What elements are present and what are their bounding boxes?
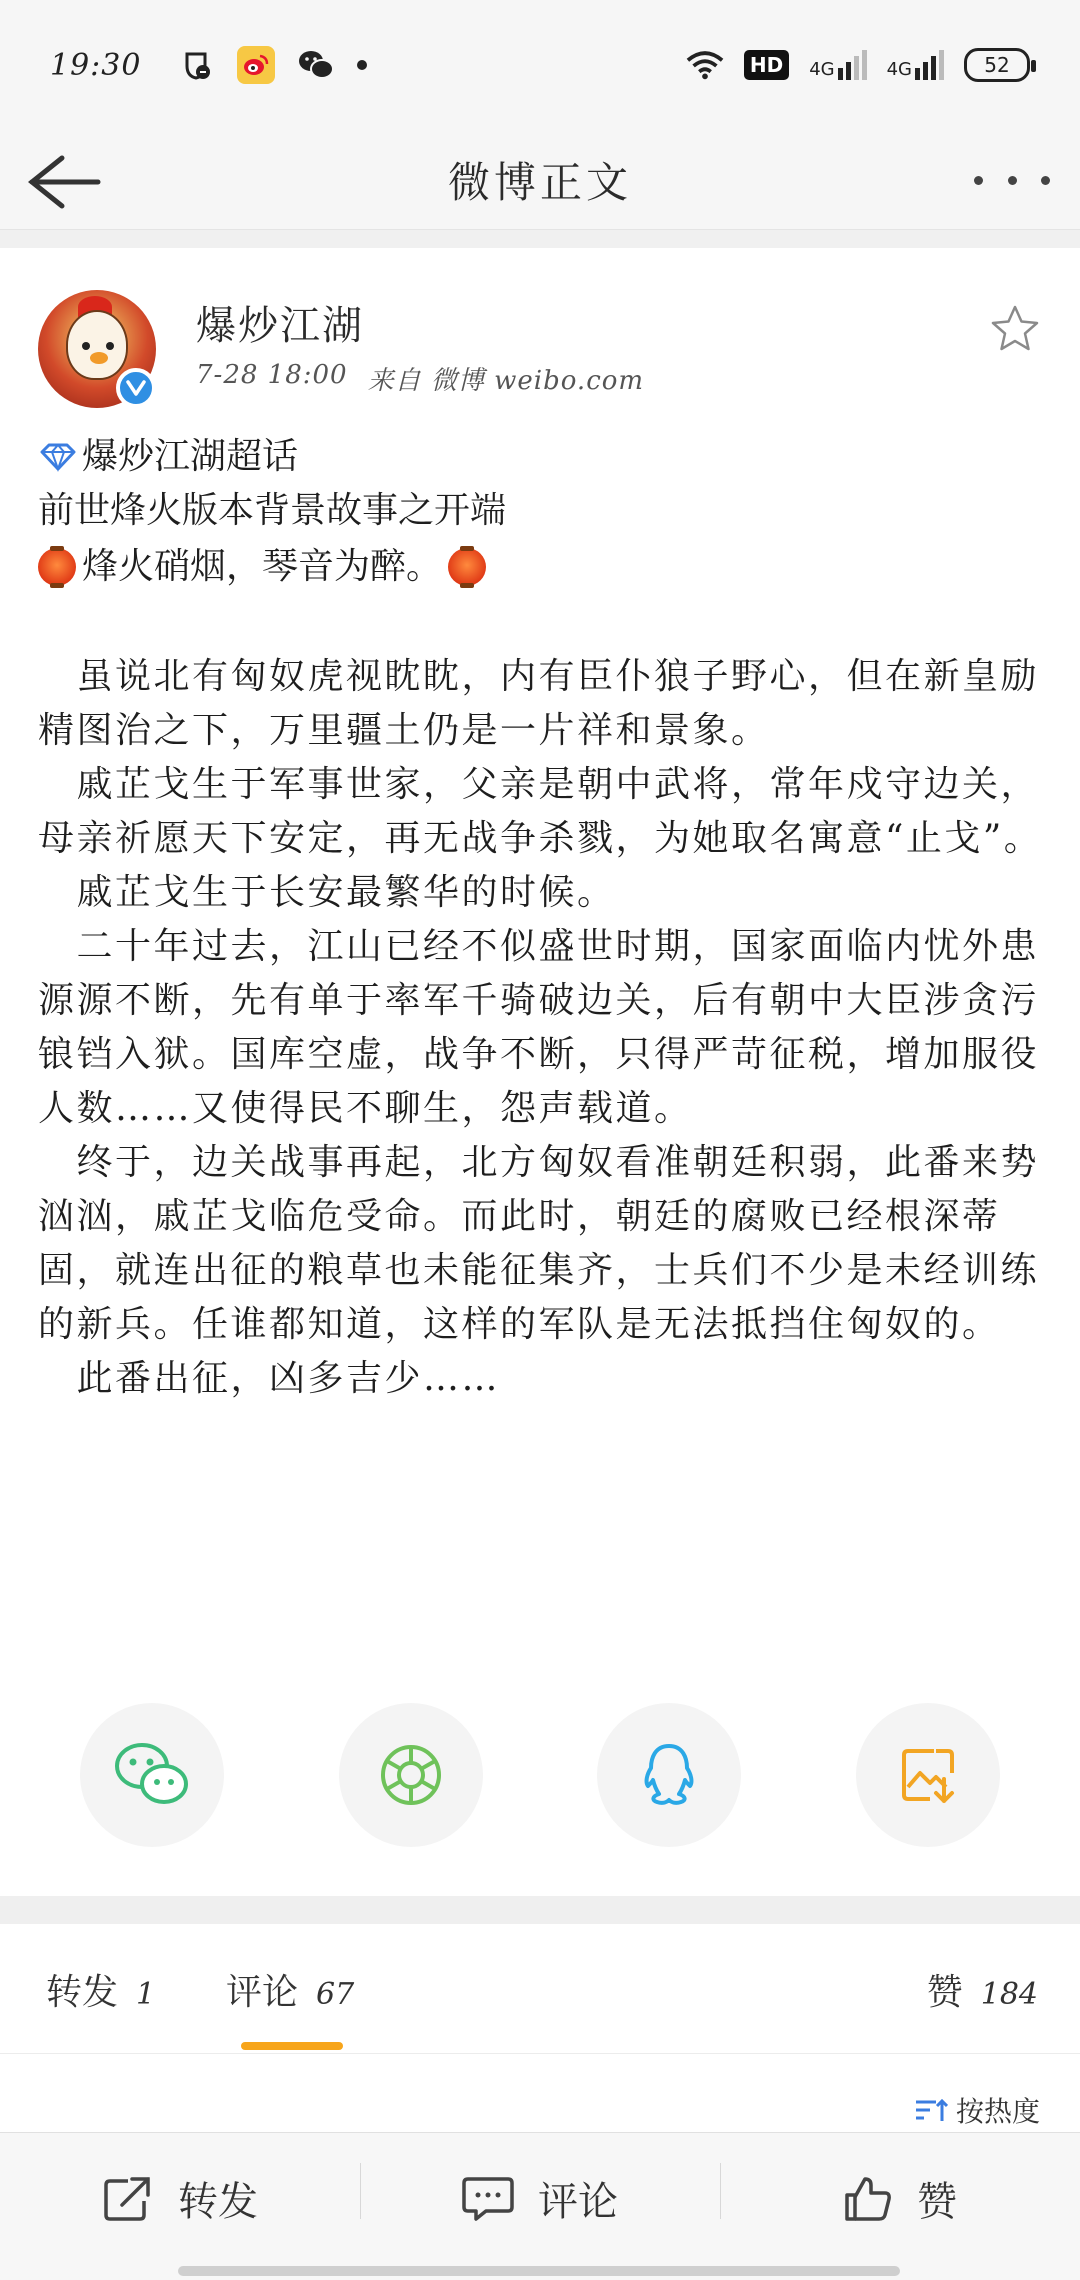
tab-like-label: 赞	[926, 1972, 963, 2013]
lantern-icon	[448, 548, 486, 586]
story-paragraph: 戚芷戈生于军事世家，父亲是朝中武将，常年戍守边关，母亲祈愿天下安定，再无战争杀戮，为她取名寓意“止戈”。	[38, 764, 1043, 859]
topic-label: 爆炒江湖超话	[82, 436, 299, 477]
share-qq-button[interactable]	[597, 1703, 741, 1847]
post-headline: 前世烽火版本背景故事之开端	[38, 490, 507, 531]
weibo-notification-icon	[237, 46, 275, 84]
home-indicator[interactable]	[178, 2266, 900, 2276]
share-wechat-button[interactable]	[80, 1703, 224, 1847]
sort-label: 按热度	[955, 2095, 1040, 2128]
post-body	[38, 430, 1048, 1406]
save-image-button[interactable]	[856, 1703, 1000, 1847]
battery-indicator: 52	[964, 48, 1030, 82]
signal-1-label: 4G	[809, 59, 835, 80]
like-button[interactable]	[720, 2133, 1080, 2280]
signal-2-label: 4G	[886, 59, 912, 80]
sort-icon	[914, 2097, 948, 2123]
repost-label: 转发	[178, 2179, 258, 2225]
thumbs-up-icon	[843, 2175, 893, 2223]
tab-comment-label: 评论	[226, 1972, 299, 2013]
section-divider	[0, 230, 1080, 248]
active-tab-indicator	[241, 2042, 343, 2050]
more-dot-icon	[974, 176, 983, 185]
post-meta	[196, 360, 644, 397]
top-nav	[0, 130, 1080, 230]
back-arrow-icon	[24, 152, 104, 212]
hd-voice-badge: HD	[744, 50, 789, 80]
star-icon	[988, 302, 1042, 356]
like-count: 184	[980, 1977, 1038, 2012]
story-text	[38, 650, 1048, 1406]
back-button[interactable]	[24, 152, 104, 212]
repost-icon	[102, 2175, 154, 2223]
comment-button[interactable]	[360, 2133, 720, 2280]
post-header	[38, 290, 1042, 410]
share-moments-button[interactable]	[339, 1703, 483, 1847]
story-paragraph: 二十年过去，江山已经不似盛世时期，国家面临内忧外患源源不断，先有单于率军千骑破边关，后有朝中大臣涉贪污锒铛入狱。国库空虚，战争不断，只得严苛征税，增加服役人数……又使得民不聊生，怨声载道。	[38, 926, 1040, 1129]
comment-icon	[462, 2175, 514, 2223]
interaction-tabs	[0, 1924, 1080, 2054]
lantern-icon	[38, 548, 76, 586]
status-bar	[0, 0, 1080, 130]
status-time: 19:30	[50, 47, 142, 83]
topic-link[interactable]	[38, 430, 1048, 484]
post-subtitle: 烽火硝烟，琴音为醉。	[82, 546, 443, 587]
more-dot-icon	[1008, 176, 1017, 185]
repost-count: 1	[136, 1977, 156, 2012]
more-options-button[interactable]	[974, 160, 1050, 200]
qq-icon	[639, 1740, 699, 1810]
sort-by-hot-button[interactable]	[914, 2090, 1040, 2130]
like-label: 赞	[917, 2179, 957, 2225]
more-dot-icon	[1041, 176, 1050, 185]
tab-repost-label: 转发	[46, 1972, 119, 2013]
wifi-icon	[686, 46, 724, 84]
bottom-toolbar	[0, 2132, 1080, 2280]
section-divider	[0, 1896, 1080, 1924]
tab-like[interactable]	[927, 1964, 1038, 2015]
wechat-icon	[112, 1740, 192, 1810]
repost-button[interactable]	[0, 2133, 360, 2280]
page-title: 微博正文	[447, 157, 632, 207]
post-source: 来自 微博 weibo.com	[367, 366, 645, 396]
comment-count: 67	[316, 1977, 355, 2012]
story-paragraph: 虽说北有匈奴虎视眈眈，内有臣仆狼子野心，但在新皇励精图治之下，万里疆土仍是一片祥和景象。	[38, 656, 1040, 751]
alarm-off-icon	[177, 46, 215, 84]
post-time: 7-28 18:00	[196, 360, 348, 390]
comment-label: 评论	[538, 2179, 618, 2225]
share-row	[80, 1703, 1000, 1847]
diamond-icon	[38, 442, 78, 472]
post-subtitle-line	[38, 538, 1048, 596]
favorite-button[interactable]	[988, 302, 1042, 356]
signal-1-icon	[809, 50, 866, 80]
username[interactable]: 爆炒江湖	[196, 303, 364, 349]
more-notifications-dot	[357, 60, 367, 70]
wechat-notification-icon	[297, 46, 335, 84]
story-paragraph: 终于，边关战事再起，北方匈奴看准朝廷积弱，此番来势汹汹，戚芷戈临危受命。而此时，朝廷的腐败已经根深蒂固，就连出征的粮草也未能征集齐，士兵们不少是未经训练的新兵。任谁都知道，这样的军队是无法抵挡住匈奴的。	[38, 1142, 1040, 1345]
story-paragraph: 此番出征，凶多吉少……	[76, 1358, 501, 1399]
tab-repost[interactable]	[46, 1964, 155, 2015]
tab-comment[interactable]	[226, 1964, 354, 2015]
story-paragraph: 戚芷戈生于长安最繁华的时候。	[76, 872, 616, 913]
save-image-icon	[896, 1743, 960, 1807]
signal-2-icon	[887, 50, 944, 80]
verified-badge-icon	[116, 368, 156, 408]
moments-icon	[376, 1740, 446, 1810]
